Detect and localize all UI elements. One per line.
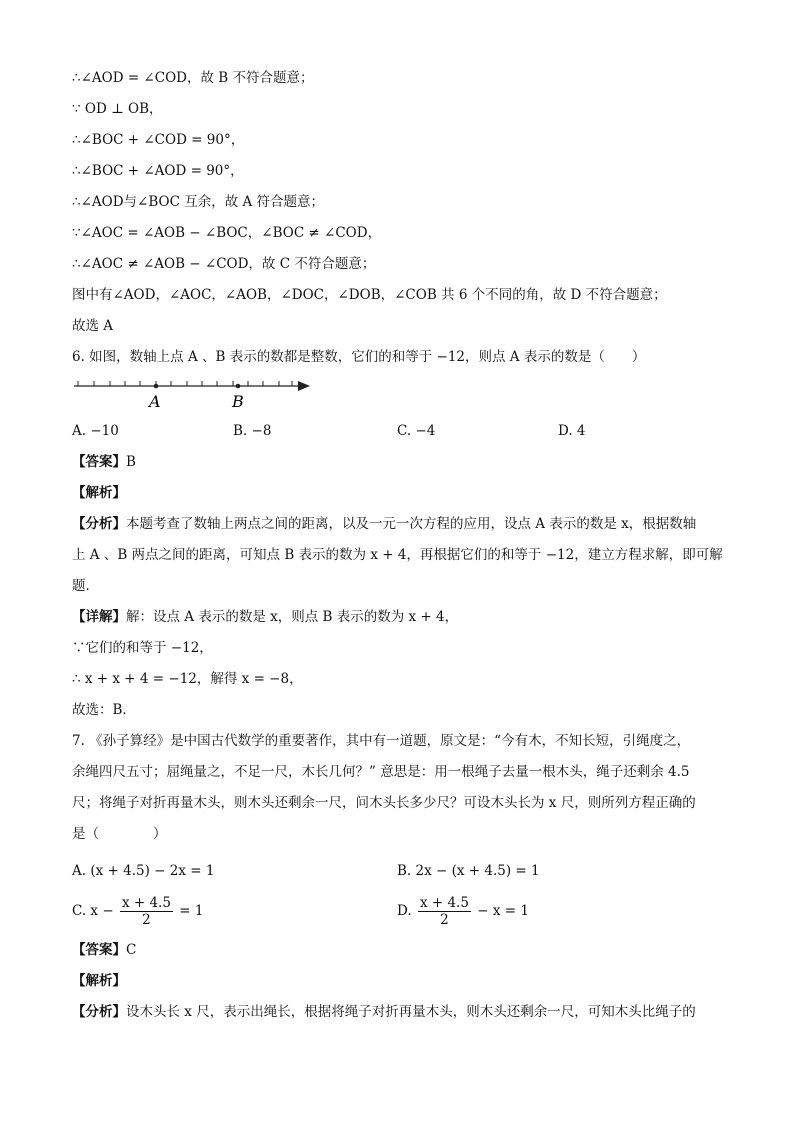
proof-line-6: ∵∠AOC = ∠AOB − ∠BOC，∠BOC ≠ ∠COD， bbox=[72, 225, 382, 241]
point-a-dot bbox=[154, 384, 159, 389]
answer-tag: 【答案】 bbox=[72, 942, 126, 958]
q7-stem-line-2: 余绳四尺五寸；屈绳量之，不足一尺，木长几何？” 意思是：用一根绳子去量一根木头，绳子还剩余 4.5 bbox=[72, 764, 690, 780]
proof-line-3: ∴∠BOC + ∠COD = 90°， bbox=[72, 132, 245, 148]
fenxi-tag: 【分析】 bbox=[72, 516, 126, 532]
detail-tag: 【详解】 bbox=[72, 609, 126, 625]
proof-line-5: ∴∠AOD与∠BOC 互余，故 A 符合题意； bbox=[72, 194, 325, 210]
q6-fenxi-line-2: 上 A 、B 两点之间的距离，可知点 B 表示的数为 x + 4，再根据它们的和等于 −12，建立方程求解，即可解 bbox=[72, 547, 723, 563]
number-line-ticks bbox=[78, 381, 292, 386]
q6-stem: 6. 如图，数轴上点 A 、B 表示的数都是整数，它们的和等于 −12，则点 A 表示的数是（ ） bbox=[72, 349, 646, 365]
q6-detail-line-2: ∵它们的和等于 −12， bbox=[72, 640, 213, 656]
answer-tag: 【答案】 bbox=[72, 454, 126, 470]
q7-option-d[interactable]: D. $\frac{x + 4.5}{2}$ − x = 1 bbox=[397, 895, 529, 928]
q6-analysis-tag: 【解析】 bbox=[72, 485, 126, 501]
q7-analysis-tag: 【解析】 bbox=[72, 973, 126, 989]
q7-fenxi-line-1: 【分析】设木头长 x 尺，表示出绳长，根据将绳子对折再量木头，则木头还剩余一尺，可知木头比绳子的 bbox=[72, 1004, 696, 1020]
proof-line-1: ∴∠AOD = ∠COD，故 B 不符合题意； bbox=[72, 70, 314, 86]
q6-fenxi-line-1: 【分析】本题考查了数轴上两点之间的距离，以及一元一次方程的应用，设点 A 表示的数是 x，根据数轴 bbox=[72, 516, 697, 532]
point-a-label: A bbox=[149, 392, 161, 411]
q7-option-a[interactable]: A. (x + 4.5) − 2x = 1 bbox=[72, 863, 215, 879]
q6-answer bbox=[72, 452, 136, 472]
point-b-dot bbox=[236, 384, 241, 389]
q6-option-c[interactable]: C. −4 bbox=[397, 423, 436, 439]
proof-line-9: 故选 A bbox=[72, 318, 114, 334]
number-line-figure bbox=[72, 372, 322, 412]
q7-stem-line-1: 7. 《孙子算经》是中国古代数学的重要著作，其中有一道题，原文是：“今有木，不知长短，引绳度之， bbox=[72, 733, 691, 749]
q7-stem-line-3: 尺；将绳子对折再量木头，则木头还剩余一尺，问木头长多少尺？可设木头长为 x 尺，则所列方程正确的 bbox=[72, 795, 696, 811]
number-line-arrow bbox=[298, 381, 310, 391]
q6-option-d[interactable]: D. 4 bbox=[558, 423, 586, 439]
fraction: $\frac{x + 4.5}{2}$ bbox=[419, 895, 469, 928]
fenxi-tag: 【分析】 bbox=[72, 1004, 126, 1020]
proof-line-4: ∴∠BOC + ∠AOD = 90°， bbox=[72, 163, 244, 179]
q7-option-c[interactable]: C. x − $\frac{x + 4.5}{2}$ = 1 bbox=[72, 895, 204, 928]
proof-line-8: 图中有∠AOD，∠AOC，∠AOB，∠DOC，∠DOB，∠COB 共 6 个不同的角，故 D 不符合题意； bbox=[72, 287, 667, 303]
q6-fenxi-line-3: 题． bbox=[72, 578, 99, 594]
q7-stem-line-4: 是（ ） bbox=[72, 826, 167, 842]
answer-value: B bbox=[126, 454, 136, 470]
q6-detail-line-4: 故选：B． bbox=[72, 702, 136, 718]
q6-option-a[interactable]: A. −10 bbox=[72, 423, 119, 439]
proof-line-2: ∵ OD ⊥ OB， bbox=[72, 101, 163, 117]
answer-value: C bbox=[126, 942, 137, 958]
point-b-label: B bbox=[232, 392, 244, 411]
fraction: $\frac{x + 4.5}{2}$ bbox=[121, 895, 171, 928]
q6-detail-line-3: ∴ x + x + 4 = −12，解得 x = −8， bbox=[72, 671, 303, 687]
proof-line-7: ∴∠AOC ≠ ∠AOB − ∠COD，故 C 不符合题意； bbox=[72, 256, 376, 272]
q6-option-b[interactable]: B. −8 bbox=[233, 423, 272, 439]
q6-detail-line-1: 【详解】解：设点 A 表示的数是 x，则点 B 表示的数为 x + 4， bbox=[72, 609, 459, 625]
q7-option-b[interactable]: B. 2x − (x + 4.5) = 1 bbox=[397, 863, 540, 879]
q7-answer bbox=[72, 940, 136, 960]
